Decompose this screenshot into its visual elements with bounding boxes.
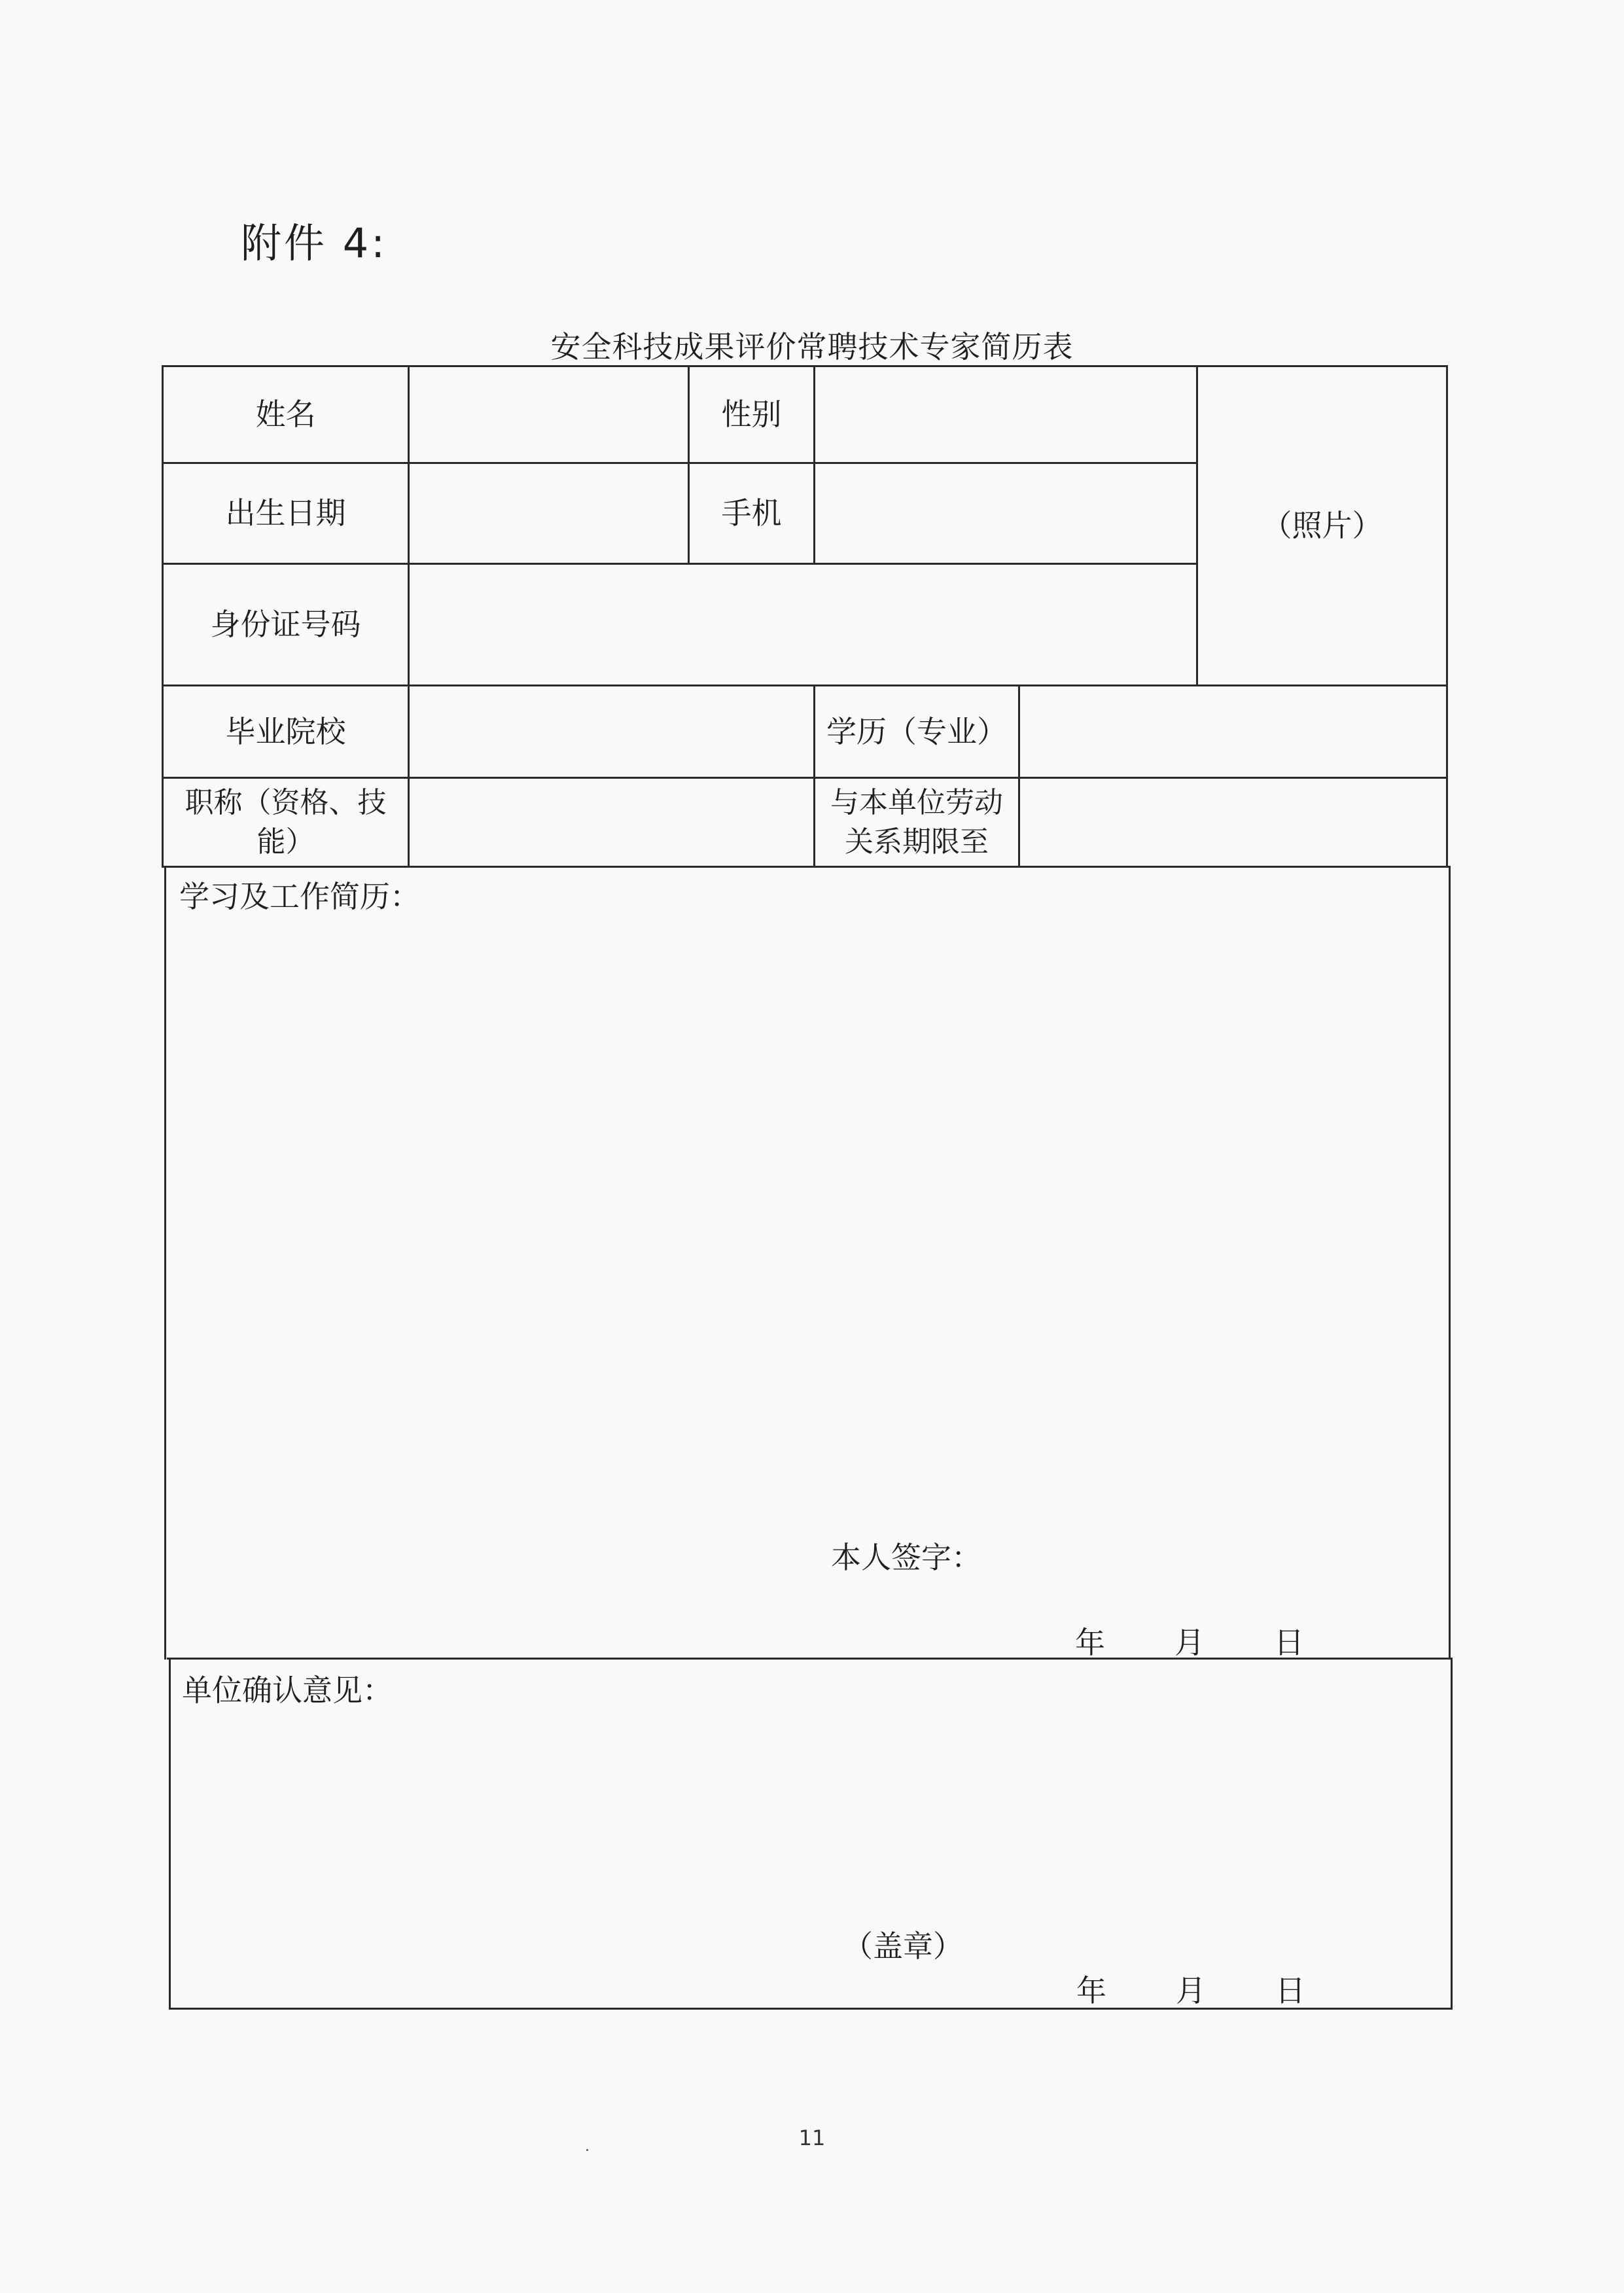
resume-field[interactable] <box>166 916 1449 1518</box>
labor-term-label-line2: 关系期限至 <box>845 825 989 859</box>
gender-label: 性别 <box>721 397 782 433</box>
id-number-field[interactable] <box>410 565 1196 684</box>
education-label: 学历（专业） <box>826 713 1007 749</box>
photo-placeholder[interactable]: （照片） <box>1262 508 1383 544</box>
school-label: 毕业院校 <box>225 713 346 749</box>
id-number-label: 身份证号码 <box>210 607 361 643</box>
table-border-right <box>1446 365 1448 868</box>
seal-month: 月 <box>1176 1973 1206 2008</box>
mobile-label: 手机 <box>721 495 782 531</box>
table-border-bottom <box>169 2008 1453 2010</box>
name-field[interactable] <box>410 367 688 462</box>
school-field[interactable] <box>410 686 813 777</box>
seal-label: （盖章） <box>843 1929 963 1964</box>
attachment-label: 附件 4: <box>241 219 388 267</box>
mobile-field[interactable] <box>815 464 1196 563</box>
resume-section-label: 学习及工作简历： <box>179 879 420 914</box>
signature-day: 日 <box>1274 1625 1304 1660</box>
table-border-right <box>1449 866 1451 1660</box>
seal-day: 日 <box>1275 1973 1305 2008</box>
unit-section-label: 单位确认意见： <box>182 1673 393 1708</box>
page-number: 11 <box>798 2125 826 2150</box>
birth-date-label: 出生日期 <box>225 495 346 531</box>
signature-label: 本人签字： <box>831 1540 981 1575</box>
labor-term-label <box>815 779 1018 866</box>
form-title: 安全科技成果评价常聘技术专家简历表 <box>550 329 1074 364</box>
labor-term-label-line1: 与本单位劳动 <box>830 786 1003 820</box>
name-label: 姓名 <box>255 397 316 433</box>
title-label: 职称（资格、技能） <box>185 786 387 859</box>
seal-year: 年 <box>1076 1973 1106 2008</box>
education-field[interactable] <box>1020 686 1446 777</box>
title-field[interactable] <box>410 779 813 866</box>
gender-field[interactable] <box>815 367 1196 462</box>
row-divider <box>162 866 1449 868</box>
signature-year: 年 <box>1075 1625 1105 1660</box>
table-border-right <box>1451 1658 1453 2010</box>
signature-month: 月 <box>1174 1625 1205 1660</box>
unit-opinion-field[interactable] <box>171 1709 1451 1925</box>
section-divider <box>167 1658 1451 1660</box>
birth-date-field[interactable] <box>410 464 688 563</box>
labor-term-field[interactable] <box>1020 779 1446 866</box>
